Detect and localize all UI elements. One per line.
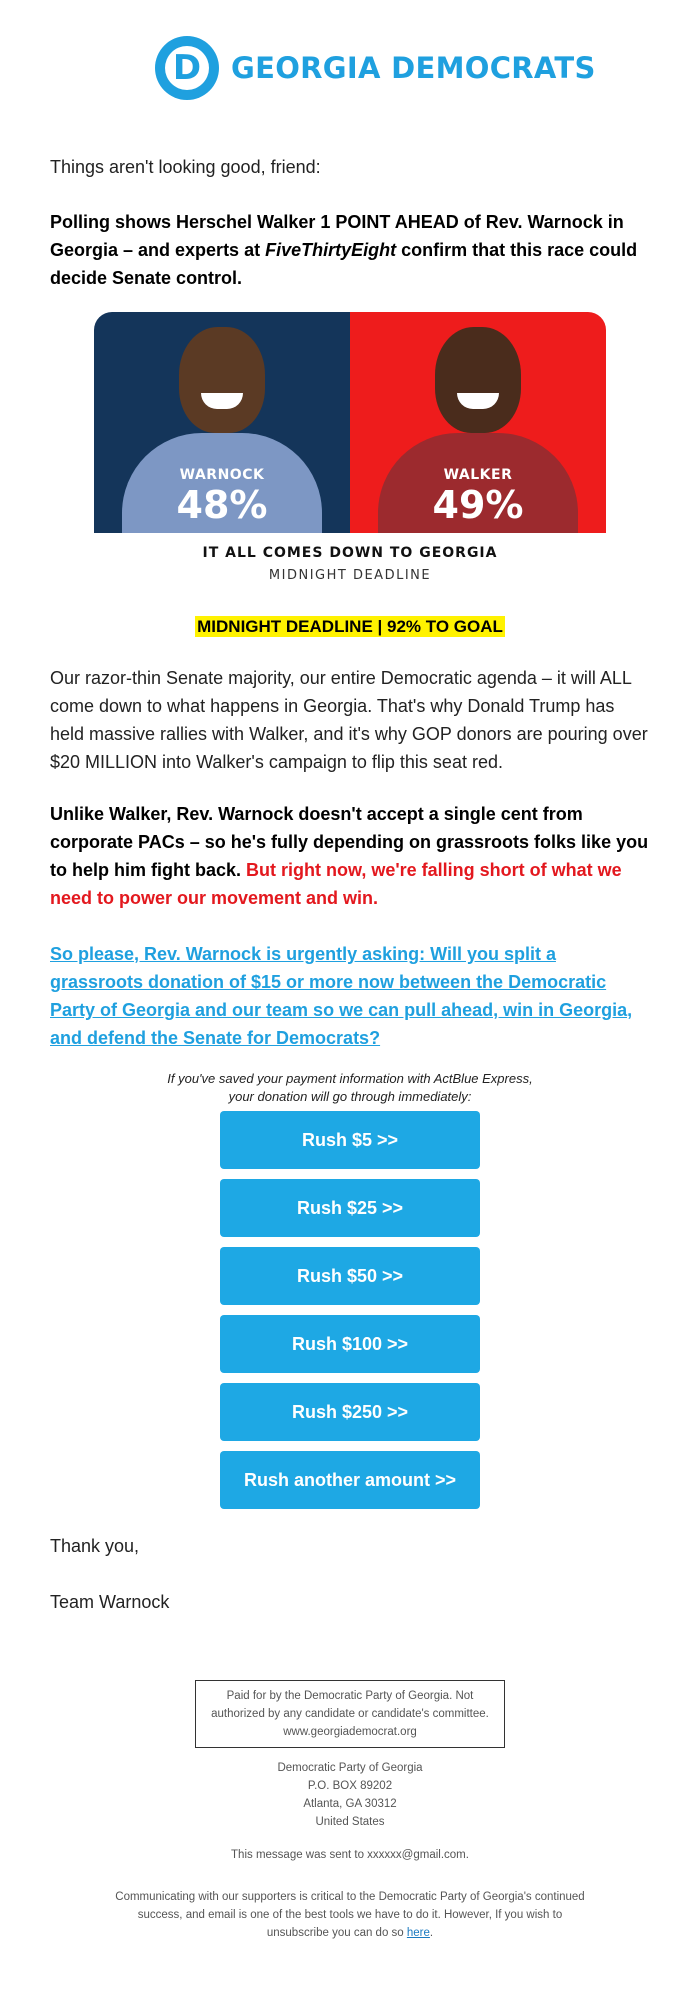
donation-ask-link-block [50,940,650,1052]
greeting: Things aren't looking good, friend: [50,157,321,177]
closing-signature: Team Warnock [50,1592,170,1612]
walker-paragraph: Unlike Walker, Rev. Warnock doesn't accept a single cent from corporate PACs – so he's fully depending on grassroots folks like you to help him fight back. But right now, we're falling short of what we need to power our movement and win. [50,804,649,908]
poll-intro: Polling shows Herschel Walker 1 POINT AHEAD of Rev. Warnock in Georgia – and experts at FiveThirtyEight confirm that this race could decide Senate control. [50,212,638,288]
falling-short-text: But right now, we're falling short of what we need to power our movement and win. [50,860,622,908]
logo-text: GEORGIA DEMOCRATS [231,51,596,85]
rush-250-button[interactable]: Rush $250 >> [220,1383,480,1441]
georgia-democrats-logo[interactable] [155,36,596,100]
rush-25-button[interactable]: Rush $25 >> [220,1179,480,1237]
poll-source: FiveThirtyEight [265,240,397,260]
senate-majority-paragraph: Our razor-thin Senate majority, our entire Democratic agenda – it will ALL come down to what happens in Georgia. That's why Donald Trump has held massive rallies with Walker, and it's why GOP donors are pouring over $20 MILLION into Walker's campaign to flip this seat red. [50,668,648,772]
actblue-note: If you've saved your payment information with ActBlue Express, your donation will go through immediately: [167,1071,533,1104]
walker-percent: 49% [432,483,524,527]
deadline-banner: MIDNIGHT DEADLINE | 92% TO GOAL [197,617,503,636]
poll-graphic [94,312,606,533]
paid-for-disclaimer: Paid for by the Democratic Party of Georgia. Not authorized by any candidate or candidate's committee. www.georgiademocrat.org [195,1680,505,1748]
walker-panel [350,312,606,533]
rush-100-button[interactable]: Rush $100 >> [220,1315,480,1373]
logo-d-icon: D [155,36,219,100]
warnock-label: WARNOCK [179,467,265,483]
closing-thanks: Thank you, [50,1536,140,1556]
graphic-caption-sub: MIDNIGHT DEADLINE [268,568,432,583]
rush-50-button[interactable]: Rush $50 >> [220,1247,480,1305]
donation-ask-link[interactable]: So please, Rev. Warnock is urgently asking: Will you split a grassroots donation of $15 or more now between the Democratic Party of Georgia and our team so we can pull ahead, win in Georgia, and defend the Senate for Democrats? [50,944,633,1048]
warnock-percent: 48% [176,483,268,527]
sent-to-notice: This message was sent to xxxxxx@gmail.com. [231,1849,469,1861]
rush-other-amount-button[interactable]: Rush another amount >> [220,1451,480,1509]
unsubscribe-link[interactable]: here [406,1927,430,1939]
walker-label: WALKER [443,467,513,483]
warnock-panel [94,312,350,533]
mailing-address: Democratic Party of Georgia P.O. BOX 89202 Atlanta, GA 30312 United States [277,1762,423,1828]
unsubscribe-notice: Communicating with our supporters is critical to the Democratic Party of Georgia's continued success, and email is one of the best tools we have to do it. However, If you wish to unsubscribe you can do so here. [115,1891,585,1939]
rush-5-button[interactable]: Rush $5 >> [220,1111,480,1169]
graphic-caption-main: IT ALL COMES DOWN TO GEORGIA [202,545,498,561]
